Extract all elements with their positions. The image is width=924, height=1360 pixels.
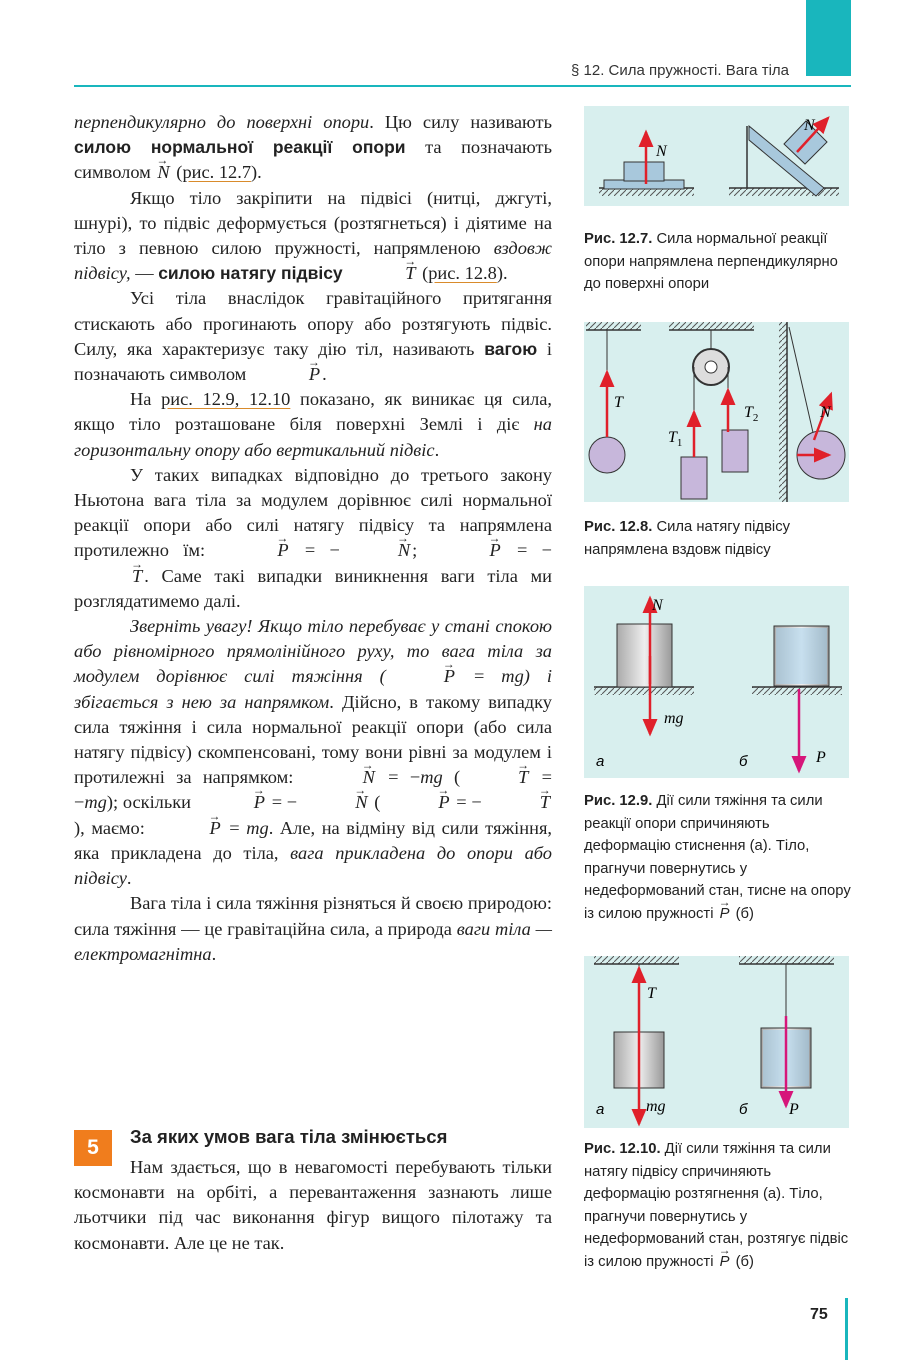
figure-12-8-caption: Рис. 12.8. Сила натягу підвісу напрямлена вздовж підвісу	[584, 519, 791, 558]
figure-ref-12-8[interactable]: рис. 12.8	[428, 263, 497, 284]
svg-text:N: N	[820, 404, 831, 421]
svg-text:а: а	[596, 753, 605, 770]
figure-12-9-caption: Рис. 12.9. Дії сили тяжіння та сили реакції опори спричиняють деформацію стиснення (а). Тіло, прагнучи повернутись у недеформований стан, тисне на опору із силою пружності → P (б)	[584, 790, 852, 925]
symbol-p: → P	[251, 362, 322, 387]
section-title: За яких умов вага тіла змінюється	[130, 1126, 448, 1147]
figure-ref-12-9[interactable]: рис. 12.9, 12.10	[161, 389, 291, 410]
svg-text:T1: $T_1$	[668, 429, 683, 449]
header-rule	[74, 85, 851, 87]
chapter-tab	[806, 0, 851, 76]
running-head: § 12. Сила пружності. Вага тіла	[571, 62, 789, 79]
paragraph-7: Вага тіла і сила тяжіння різняться й своєю природою: сила тяжіння — це гравітаційна сила, а природа ваги тіла — електромагнітна.	[74, 893, 552, 964]
figure-12-10	[584, 956, 849, 1128]
figure-12-9	[584, 586, 849, 778]
svg-text:б: б	[739, 753, 748, 770]
main-text	[74, 110, 552, 967]
svg-text:P: P	[789, 1101, 799, 1118]
figure-12-7	[584, 106, 849, 206]
paragraph-1: перпендикулярно до поверхні опори. Цю силу називають силою нормальної реакції опори та позначають символом → N (рис. 12.7).	[74, 110, 552, 186]
figure-12-7-caption: Рис. 12.7. Сила нормальної реакції опори напрямлена перпендикулярно до поверхні опори	[584, 231, 838, 292]
svg-text:mg: mg	[664, 710, 684, 727]
section-text: Нам здається, що в невагомості перебувають тільки космонавти на орбіті, а перевантаження зазнають лише льотчики під час виконання фігур вищого пілотажу та космонавти. Але це не так.	[74, 1157, 552, 1253]
paragraph-5: У таких випадках відповідно до третього закону Ньютона вага тіла за модулем дорівнює силі нормальної реакції опори або силі натягу підвісу та напрямлена протилежно їм: → P = −→ N ; → P = −→ T . Саме такі випадки виникнення ваги тіла ми розглядатимемо далі.	[74, 463, 552, 614]
svg-text:T: T	[647, 985, 656, 1002]
figure-ref-12-7[interactable]: рис. 12.7	[182, 162, 252, 183]
svg-text:N: N	[804, 117, 815, 134]
paragraph-3: Усі тіла внаслідок гравітаційного притягання стискають або прогинають опору або розтягують підвіс. Силу, яка характеризує таку дію тіл, називають вагою і позначають символом → P .	[74, 286, 552, 387]
svg-text:T: T	[614, 394, 623, 411]
page-number: 75	[810, 1306, 828, 1323]
figure-12-10-caption: Рис. 12.10. Дії сили тяжіння та сили натягу підвісу спричиняють деформацію розтягнення (а). Тіло, прагнучи повернутись у недеформований стан, розтягує підвіс із силою пружності → P (б)	[584, 1138, 852, 1273]
figure-12-8	[584, 322, 849, 502]
svg-text:N: N	[656, 143, 667, 160]
svg-text:б: б	[739, 1101, 748, 1118]
section-number-badge: 5	[74, 1130, 112, 1166]
symbol-t: → T	[347, 261, 417, 286]
paragraph-4: На рис. 12.9, 12.10 показано, як виникає ця сила, якщо тіло розташоване біля поверхні Землі і діє на горизонтальну опору або вертикальний підвіс.	[74, 389, 553, 460]
symbol-n: → N	[155, 160, 171, 185]
page-number-bar	[845, 1298, 848, 1360]
svg-text:mg: mg	[646, 1098, 666, 1115]
svg-text:T2: $T_2$	[744, 404, 759, 424]
svg-text:а: а	[596, 1101, 605, 1118]
svg-text:P: P	[816, 749, 826, 766]
paragraph-6: Зверніть увагу! Якщо тіло перебуває у стані спокою або рівномірного прямолінійного руху, то вага тіла за модулем дорівнює силі тяжіння (→ P = mg) і збігається з нею за напрямком. Дійсно, в такому випадку сила тяжіння і сила нормальної реакції опори (або сила натягу підвісу) скомпенсовані, тому вони рівні за модулем і протилежні за напрямком: → N = −mg (→ T = −mg); оскільки → P = −→ N (→ P = −→ T), маємо: → P = mg. Але, на відміну від сили тяжіння, яка прикладена до тіла, вага прикладена до опори або підвісу.	[74, 614, 552, 891]
svg-text:N: N	[652, 597, 663, 614]
paragraph-2: Якщо тіло закріпити на підвісі (нитці, джгуті, шнурі), то підвіс деформується (розтягнеться) і діятиме на тіло з певною силою пружності, напрямленою вздовж підвісу, — силою натягу підвісу → T (рис. 12.8).	[74, 186, 552, 287]
